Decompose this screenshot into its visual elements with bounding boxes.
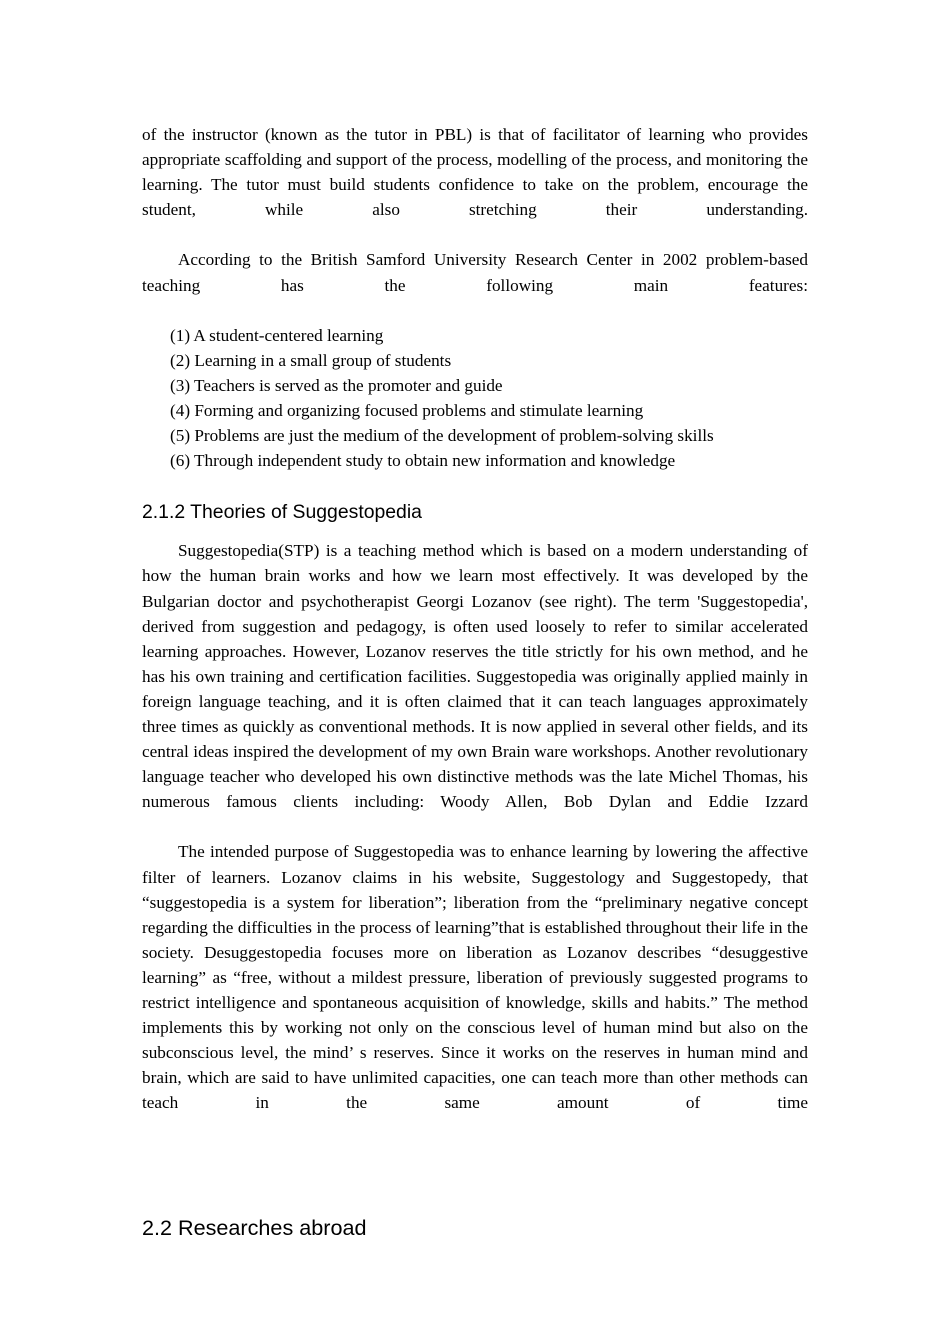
list-item: (1) A student-centered learning <box>170 325 384 345</box>
document-page-body <box>142 122 808 1242</box>
spacer-before-main-heading <box>142 1141 808 1214</box>
list-item: (5) Problems are just the medium of the development of problem-solving skills <box>170 426 714 446</box>
spacer-after-section-heading <box>142 525 808 538</box>
section-heading-2-2: 2.2 Researches abroad <box>142 1214 367 1240</box>
section-heading-2-1-2: 2.1.2 Theories of Suggestopedia <box>142 501 422 524</box>
list-item: (2) Learning in a small group of students <box>170 350 452 370</box>
list-item: (4) Forming and organizing focused problems and stimulate learning <box>170 401 644 421</box>
list-item: (6) Through independent study to obtain new information and knowledge <box>170 451 676 471</box>
paragraph-suggestopedia-definition: Suggestopedia(STP) is a teaching method which is based on a modern understanding of how the human brain works and how we learn most effectively. It was developed by the Bulgarian doctor and psychotherapist Georgi Lozanov (see right). The term 'Suggestopedia', derived from suggestion and pedagogy, is often used loosely to refer to similar accelerated learning approaches. However, Lozanov reserves the title strictly for his own method, and he has his own training and certification facilities. Suggestopedia was originally applied mainly in foreign language teaching, and it is often claimed that it can teach languages approximately three times as quickly as conventional methods. It is now applied in several other fields, and its central ideas inspired the development of my own Brain ware workshops. Another revolutionary language teacher who developed his own distinctive methods was the late Michel Thomas, his numerous famous clients including: Woody Allen, Bob Dylan and Eddie Izzard <box>142 541 808 812</box>
paragraph-continued-from-previous-page: of the instructor (known as the tutor in PBL) is that of facilitator of learning who provides appropriate scaffolding and support of the process, modelling of the process, and monitoring the learning. The tutor must build students confidence to take on the problem, encourage the student, while also stretching their understanding. <box>142 125 808 220</box>
list-item: (3) Teachers is served as the promoter and guide <box>170 375 503 395</box>
paragraph-intended-purpose: The intended purpose of Suggestopedia was to enhance learning by lowering the affective filter of learners. Lozanov claims in his website, Suggestology and Suggestopedy, that “suggestopedia is a system for liberation”; liberation from the “preliminary negative concept regarding the difficulties in the process of learning”that is established throughout their life in the society. Desuggestopedia focuses more on liberation as Lozanov describes “desuggestive learning” as “free, without a mildest pressure, liberation of previously suggested programs to restrict intelligence and spontaneous acquisition of knowledge, skills and habits.” The method implements this by working not only on the conscious level of human mind but also on the subconscious level, the mind’ s reserves. Since it works on the reserves in human mind and brain, which are said to have unlimited capacities, one can teach more than other methods can teach in the same amount of time <box>142 842 808 1113</box>
spacer-before-section-heading <box>142 473 808 499</box>
paragraph-features-intro: According to the British Samford University Research Center in 2002 problem-based teaching has the following main features: <box>142 250 808 295</box>
pbl-features-list <box>142 323 808 474</box>
